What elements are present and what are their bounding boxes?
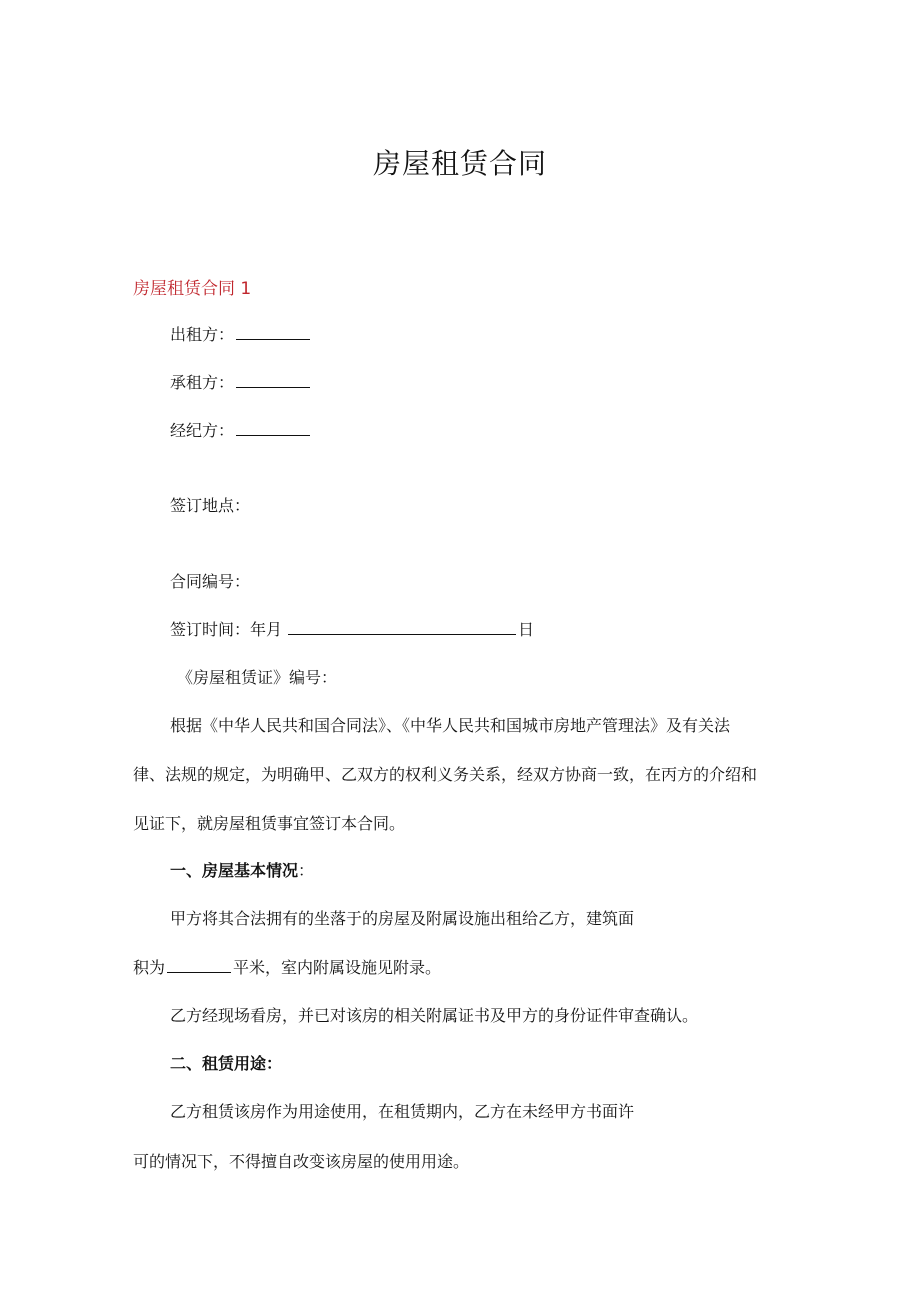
sign-time-suffix: 日	[518, 620, 535, 639]
area-blank	[167, 958, 231, 973]
agent-label: 经纪方：	[170, 421, 235, 440]
clause-1-area-line	[133, 958, 441, 978]
clause-1-line-3: 乙方经现场看房，并已对该房的相关附属证书及甲方的身份证件审查确认。	[170, 1006, 699, 1025]
sign-time-blank	[288, 620, 516, 635]
sign-place: 签订地点：	[170, 496, 251, 515]
agent-line	[170, 421, 312, 441]
lessor-blank	[236, 325, 310, 340]
clause-2-line-1: 乙方租赁该房作为用途使用，在租赁期内，乙方在未经甲方书面许	[170, 1102, 635, 1121]
clause-1-heading-colon: ：	[298, 861, 315, 880]
clause-2-heading: 二、租赁用途：	[170, 1054, 283, 1073]
clause-1-area-suffix: 平米，室内附属设施见附录。	[233, 958, 442, 977]
clause-1-area-prefix: 积为	[133, 958, 166, 977]
clause-2-line-2: 可的情况下，不得擅自改变该房屋的使用用途。	[133, 1152, 470, 1171]
clause-1-heading: 一、房屋基本情况	[170, 861, 299, 880]
section-heading: 房屋租赁合同 1	[133, 279, 252, 299]
sign-time-line	[170, 620, 534, 640]
contract-number: 合同编号：	[170, 572, 251, 591]
lessee-blank	[236, 373, 310, 388]
sign-time-prefix: 签订时间：年月	[170, 620, 283, 639]
lessor-line	[170, 325, 312, 345]
clause-1-heading-line	[170, 861, 314, 881]
lessee-label: 承租方：	[170, 373, 235, 392]
clause-1-line-1: 甲方将其合法拥有的坐落于的房屋及附属设施出租给乙方，建筑面	[170, 909, 635, 928]
agent-blank	[236, 421, 310, 436]
lessee-line	[170, 373, 312, 393]
preamble-line-1: 根据《中华人民共和国合同法》、《中华人民共和国城市房地产管理法》及有关法	[170, 716, 731, 735]
lessor-label: 出租方：	[170, 325, 235, 344]
preamble-line-2: 律、法规的规定，为明确甲、乙双方的权利义务关系，经双方协商一致，在丙方的介绍和	[133, 765, 758, 784]
document-title: 房屋租赁合同	[372, 147, 547, 180]
preamble-line-3: 见证下，就房屋租赁事宜签订本合同。	[133, 814, 406, 833]
certificate-number: 《房屋租赁证》编号：	[177, 668, 338, 687]
